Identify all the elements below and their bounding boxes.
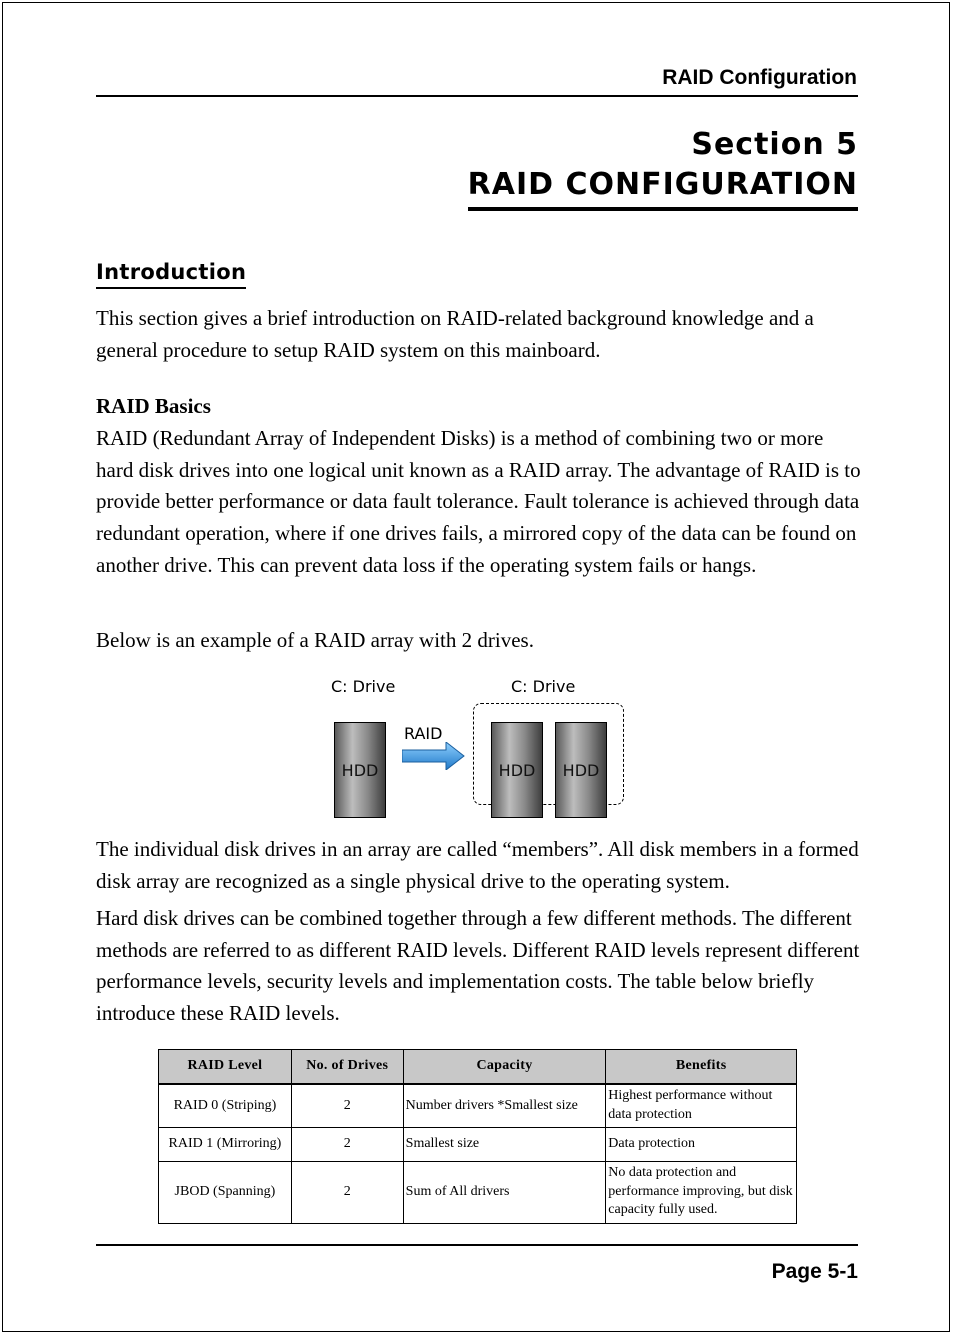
- table-row: [159, 1084, 797, 1127]
- section-number: Section 5: [691, 127, 858, 162]
- table-header-cell: No. of Drives: [291, 1050, 403, 1085]
- section-heading: [468, 125, 858, 211]
- introduction-heading: Introduction: [96, 260, 246, 289]
- table-row: [159, 1127, 797, 1161]
- section-title: RAID CONFIGURATION: [468, 165, 858, 211]
- table-header-row: [159, 1050, 797, 1085]
- raid-basics-paragraph: RAID (Redundant Array of Independent Disks) is a method of combining two or more hard disk drives into one logical unit known as a RAID array. The advantage of RAID is to provide better performance or data fault tolerance. Fault tolerance is achieved through data redundant operation, where if one drives fails, a mirrored copy of the data can be found on another drive. This can prevent data loss if the operating system fails or hangs.: [96, 426, 861, 577]
- hdd-icon: HDD: [491, 722, 543, 818]
- header-rule: [96, 95, 858, 97]
- table-cell: Smallest size: [403, 1127, 606, 1161]
- page-number: Page 5-1: [771, 1260, 858, 1283]
- raid-arrow-label: RAID: [404, 724, 443, 743]
- table-cell: Number drivers *Smallest size: [403, 1084, 606, 1127]
- table-cell: JBOD (Spanning): [159, 1161, 292, 1223]
- table-cell: 2: [291, 1161, 403, 1223]
- hdd-icon: HDD: [334, 722, 386, 818]
- hdd-icon: HDD: [555, 722, 607, 818]
- table-cell: Data protection: [606, 1127, 797, 1161]
- members-paragraph: The individual disk drives in an array are called “members”. All disk members in a formed disk array are recognized as a single physical drive to the operating system.: [96, 837, 859, 893]
- raid-levels-table: [158, 1049, 797, 1224]
- table-cell: 2: [291, 1127, 403, 1161]
- table-cell: RAID 0 (Striping): [159, 1084, 292, 1127]
- table-cell: 2: [291, 1084, 403, 1127]
- table-header-cell: Capacity: [403, 1050, 606, 1085]
- right-drive-label: C: Drive: [511, 677, 576, 696]
- introduction-paragraph: This section gives a brief introduction on RAID-related background knowledge and a general procedure to setup RAID system on this mainboard.: [96, 306, 814, 362]
- raid-basics-heading: RAID Basics: [96, 394, 211, 418]
- table-cell: Highest performance without data protection: [606, 1084, 797, 1127]
- running-header: RAID Configuration: [662, 66, 857, 89]
- table-cell: RAID 1 (Mirroring): [159, 1127, 292, 1161]
- footer-rule: [96, 1244, 858, 1246]
- right-arrow-icon: [402, 742, 466, 770]
- table-cell: Sum of All drivers: [403, 1161, 606, 1223]
- raid-levels-paragraph: Hard disk drives can be combined together through a few different methods. The different methods are referred to as different RAID levels. Different RAID levels represent different performance levels, security levels and implementation costs. The table below briefly introduce these RAID levels.: [96, 906, 860, 1026]
- table-row: [159, 1161, 797, 1223]
- table-header-cell: RAID Level: [159, 1050, 292, 1085]
- table-header-cell: Benefits: [606, 1050, 797, 1085]
- table-cell: No data protection and performance improving, but disk capacity fully used.: [606, 1161, 797, 1223]
- raid-diagram: [320, 670, 640, 815]
- example-intro: Below is an example of a RAID array with 2 drives.: [96, 628, 534, 652]
- left-drive-label: C: Drive: [331, 677, 396, 696]
